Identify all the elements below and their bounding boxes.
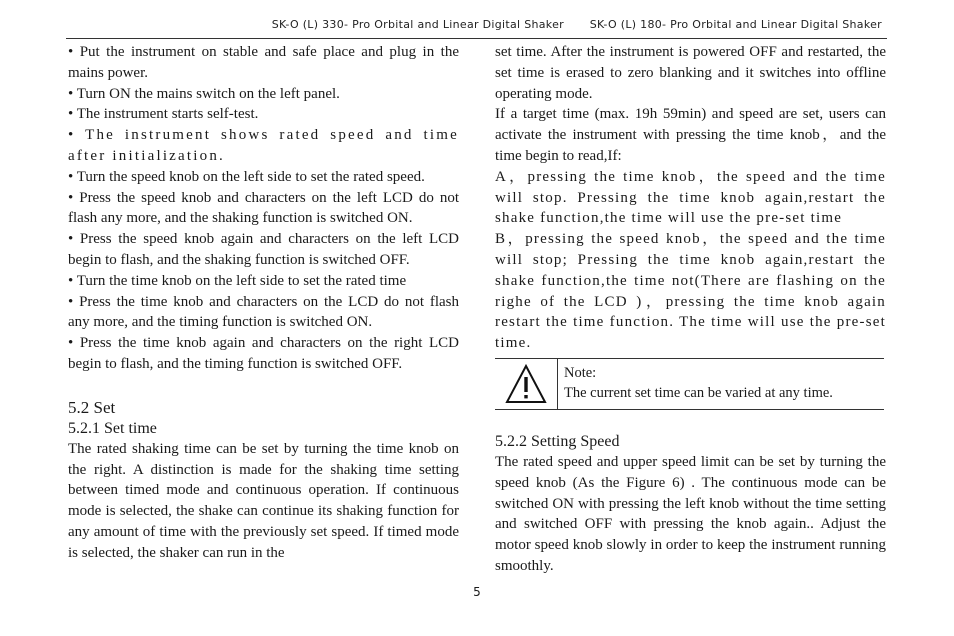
page-header xyxy=(272,18,882,31)
page-number: 5 xyxy=(473,585,481,599)
paragraph-option-b: B，pressing the speed knob，the speed and the time will stop; Pressing the time knob again,restart the shake function,the time not(There are flashing on the righe of the LCD )，pressing the time knob again restart the time function. The time will use the pre-set time. xyxy=(495,231,886,352)
right-column xyxy=(495,42,886,577)
header-rule xyxy=(66,38,887,39)
note-content xyxy=(558,359,833,409)
note-text: The current set time can be varied at any time. xyxy=(564,384,833,401)
header-title-right: SK-O (L) 180- Pro Orbital and Linear Digital Shaker xyxy=(589,18,882,31)
bullet-item: • Put the instrument on stable and safe place and plug in the mains power. xyxy=(68,44,459,81)
header-title-left: SK-O (L) 330- Pro Orbital and Linear Digital Shaker xyxy=(271,18,564,31)
bullet-item: • Press the time knob again and characters on the right LCD begin to flash, and the timing function is switched OFF. xyxy=(68,335,459,372)
warning-icon xyxy=(495,359,558,409)
speed-paragraph: The rated speed and upper speed limit can be set by turning the speed knob (As the Figure 6) . The continuous mode can be switched ON with pressing the left knob without the time setting and switched OFF with pressing the knob again.. Adjust the motor speed knob slowly in order to keep the instrument running smoothly. xyxy=(495,453,886,574)
note-label: Note: xyxy=(564,364,597,381)
subsection-heading: 5.2.1 Set time xyxy=(68,419,157,437)
set-time-paragraph: The rated shaking time can be set by turning the time knob on the right. A distinction is made for the shaking time setting between timed mode and continuous operation. If continuous mode is selected, the shake can continue its shaking function for any amount of time with the previously set speed. If timed mode is selected, the shaker can run in the xyxy=(68,440,459,561)
bullet-item: • Press the speed knob again and characters on the left LCD begin to flash, and the shaking function is switched OFF. xyxy=(68,231,459,268)
bullet-item: • Press the speed knob and characters on the left LCD do not flash any more, and the shaking function is switched ON. xyxy=(68,189,459,227)
section-heading: 5.2 Set xyxy=(68,397,116,417)
note-box xyxy=(495,358,884,410)
bullet-item: • Turn ON the mains switch on the left panel. xyxy=(68,85,340,102)
bullet-item: • Press the time knob and characters on the LCD do not flash any more, and the timing function is switched ON. xyxy=(68,293,459,331)
bullet-item: • The instrument shows rated speed and time after initialization. xyxy=(68,127,459,164)
subsection-heading: 5.2.2 Setting Speed xyxy=(495,432,620,450)
bullet-item: • Turn the speed knob on the left side to set the rated speed. xyxy=(68,168,425,185)
paragraph: set time. After the instrument is powered OFF and restarted, the set time is erased to zero blanking and it switches into offline operating mode. xyxy=(495,44,886,102)
paragraph-option-a: A，pressing the time knob，the speed and the time will stop. Pressing the time knob again,restart the shake function,the time will use the pre-set time xyxy=(495,168,886,227)
left-column xyxy=(68,42,459,564)
paragraph: If a target time (max. 19h 59min) and speed are set, users can activate the instrument with pressing the time knob，and the time begin to read,If: xyxy=(495,106,886,164)
bullet-item: • The instrument starts self-test. xyxy=(68,106,259,123)
bullet-item: • Turn the time knob on the left side to set the rated time xyxy=(68,272,407,289)
